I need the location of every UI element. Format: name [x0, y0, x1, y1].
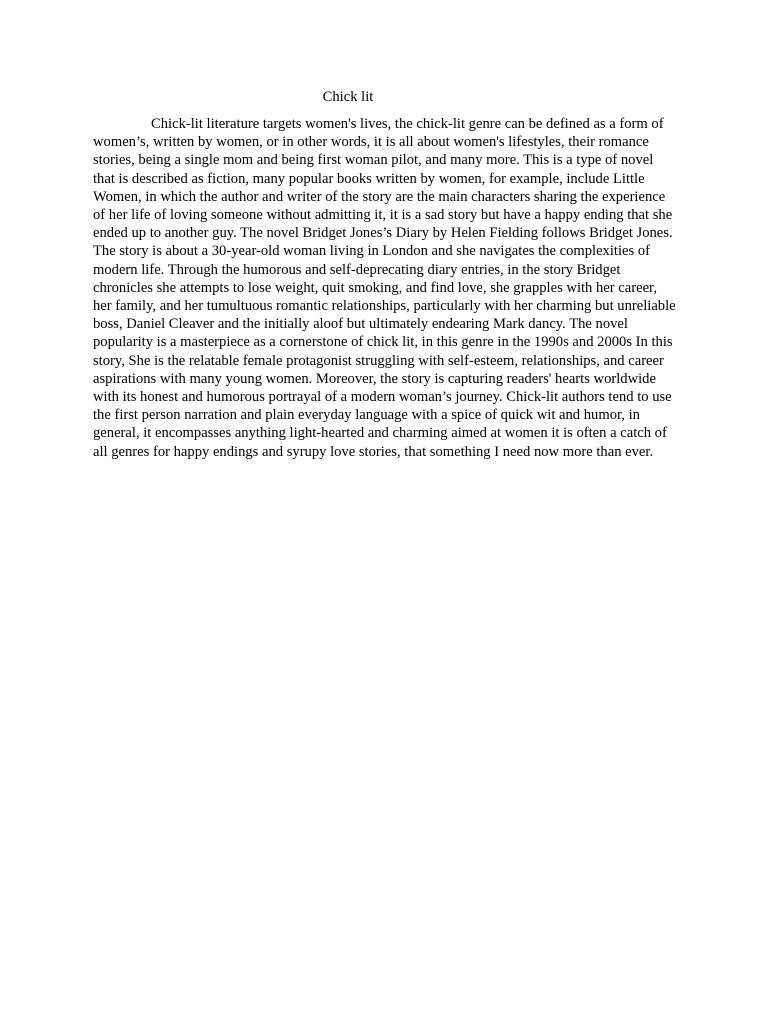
body-paragraph: Chick-lit literature targets women's lives, the chick-lit genre can be defined as a form of women’s, written by women, or in other words, it is all about women's lifestyles, their romance stories, being a single mom and being first woman pilot, and many more. This is a type of novel that is described as fiction, many popular books written by women, for example, include Little Women, in which the author and writer of the story are the main characters sharing the experience of her life of loving someone without admitting it, it is a sad story but have a happy ending that she ended up to another guy. The novel Bridget Jones’s Diary by Helen Fielding follows Bridget Jones. The story is about a 30-year-old woman living in London and she navigates the complexities of modern life. Through the humorous and self-deprecating diary entries, in the story Bridget chronicles she attempts to lose weight, quit smoking, and find love, she grapples with her career, her family, and her tumultuous romantic relationships, particularly with her charming but unreliable boss, Daniel Cleaver and the initially aloof but ultimately endearing Mark dancy. The novel popularity is a masterpiece as a cornerstone of chick lit, in this genre in the 1990s and 2000s In this story, She is the relatable female protagonist struggling with self-esteem, relationships, and career aspirations with many young women. Moreover, the story is capturing readers' hearts worldwide with its honest and humorous portrayal of a modern woman’s journey. Chick-lit authors tend to use the first person narration and plain everyday language with a spice of quick wit and humor, in general, it encompasses anything light-hearted and charming aimed at women it is often a catch of all genres for happy endings and syrupy love stories, that something I need now more than ever.: [93, 116, 676, 460]
document-title: Chick lit: [322, 89, 374, 105]
